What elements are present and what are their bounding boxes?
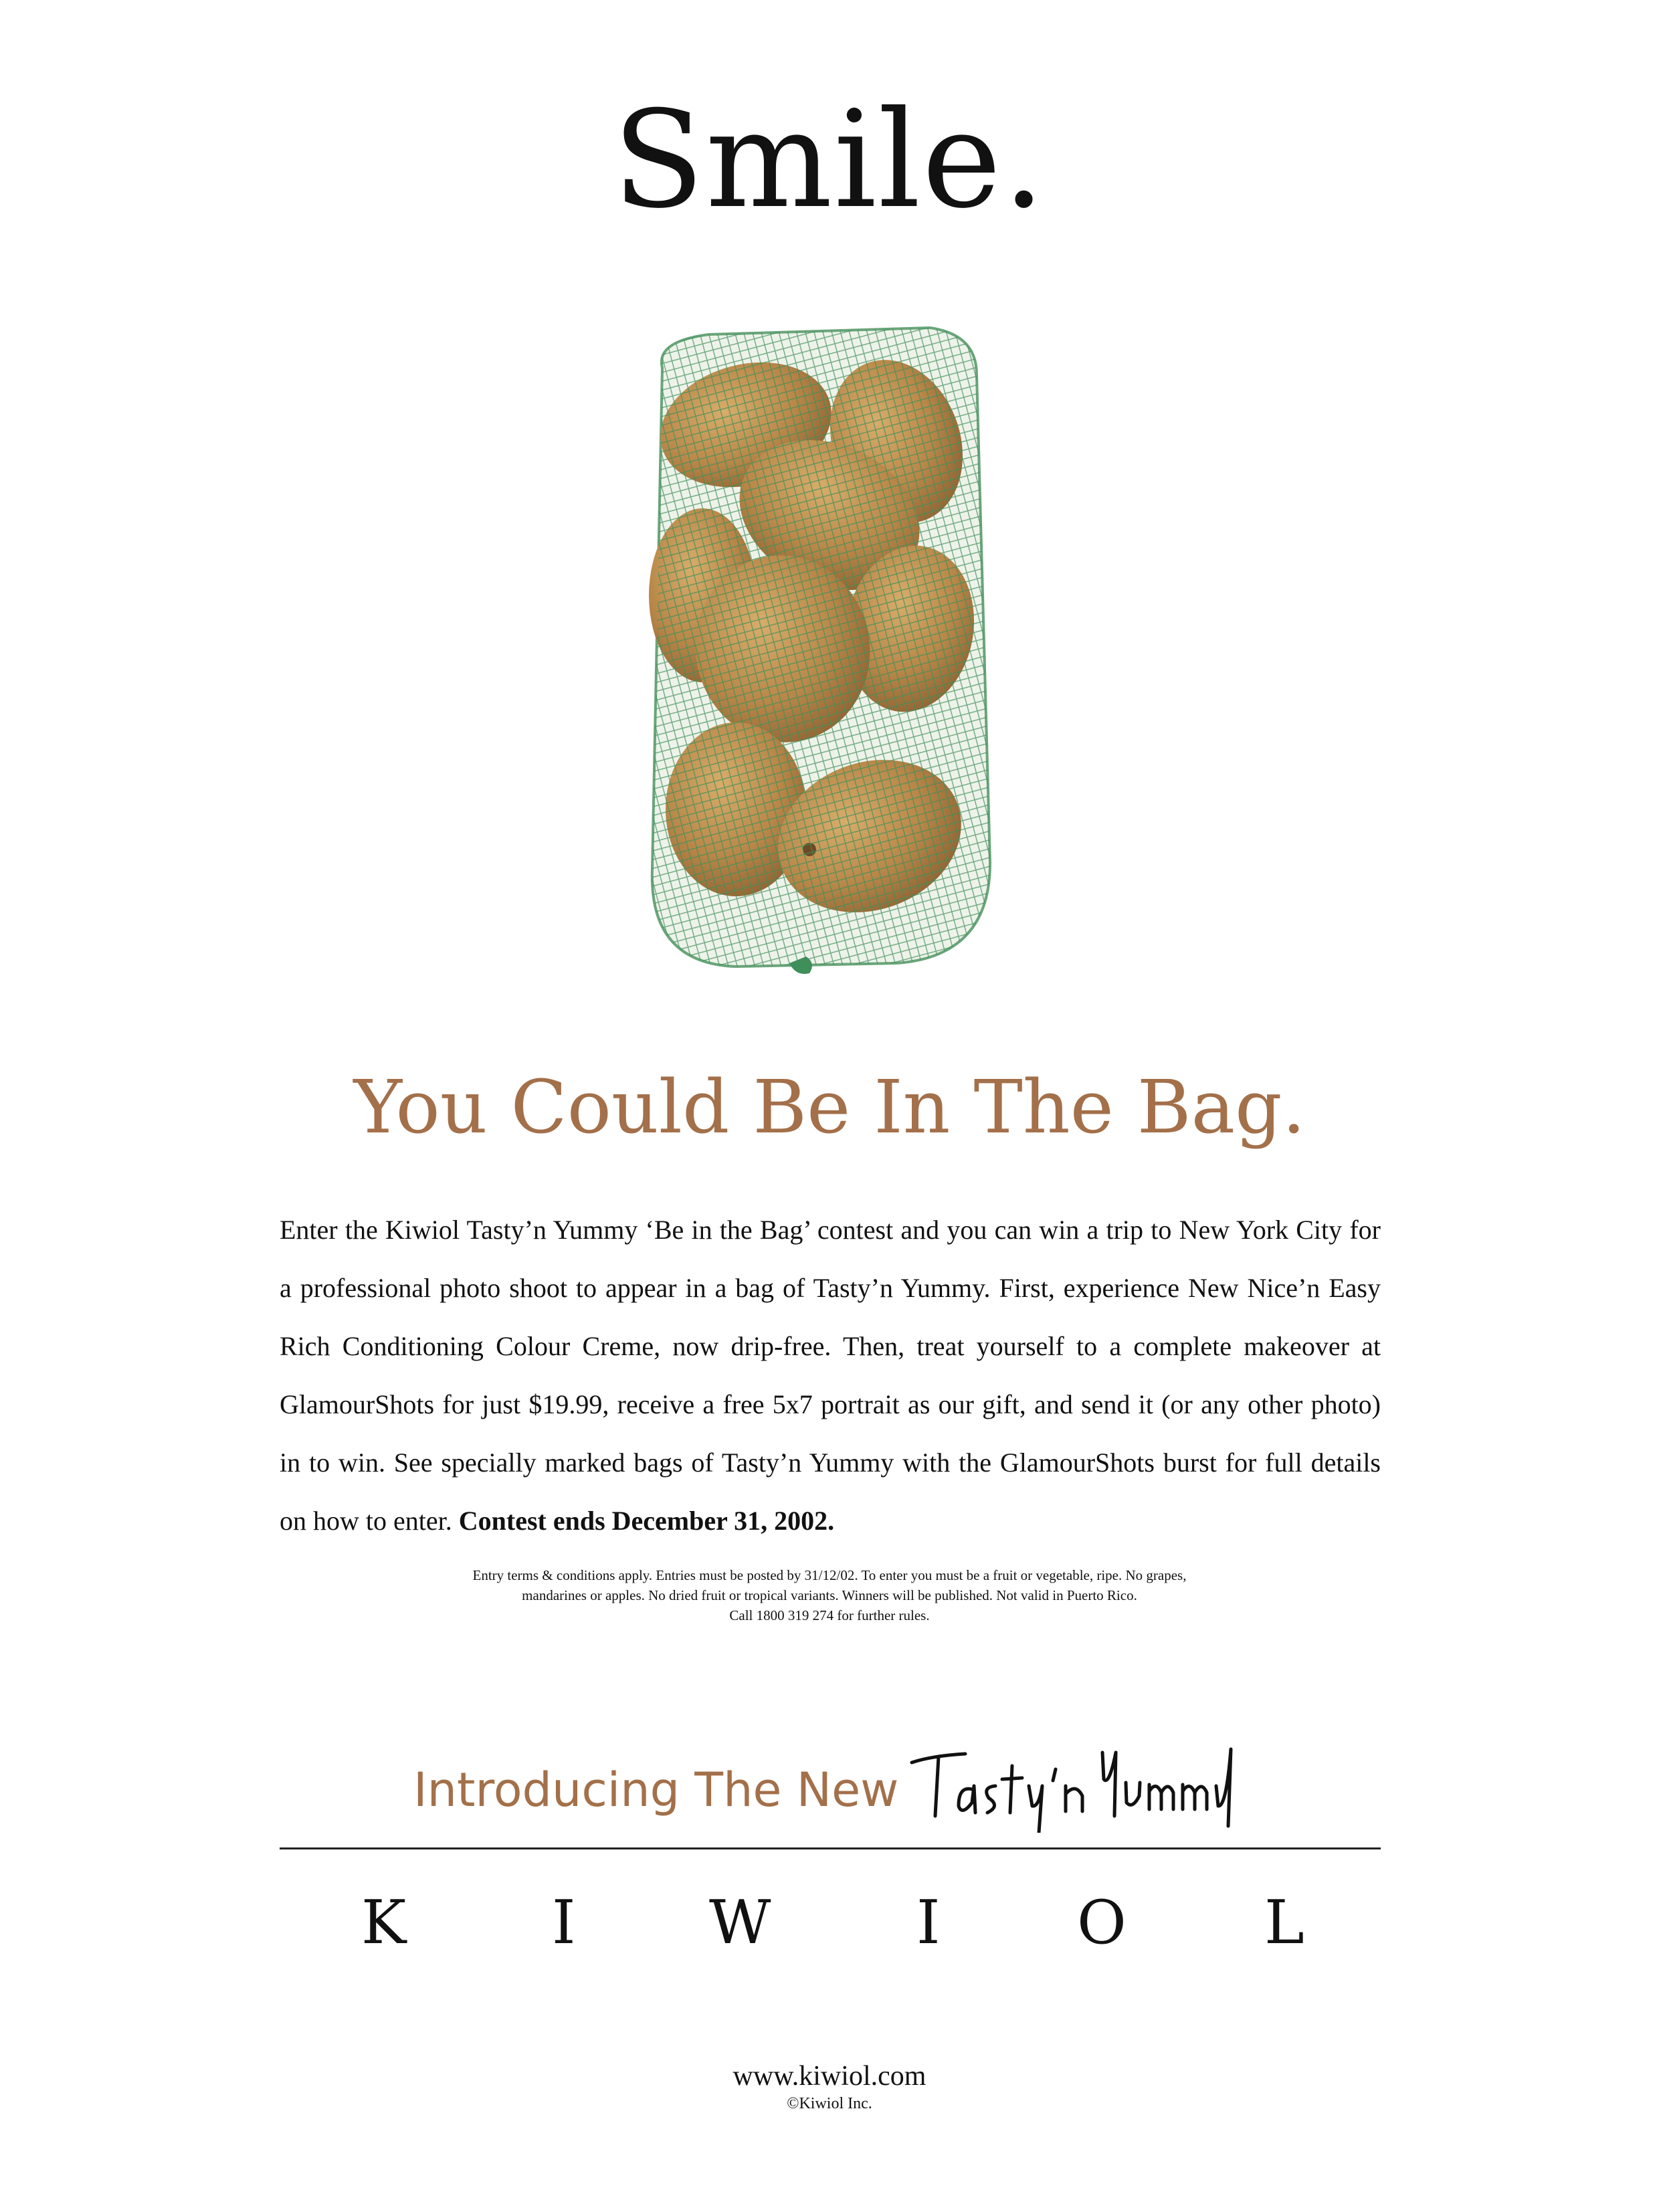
wordmark-letter: L: [1264, 1888, 1304, 1958]
contest-end-date: Contest ends December 31, 2002.: [458, 1506, 835, 1536]
intro-text: Introducing The New: [413, 1763, 899, 1817]
body-copy: [280, 1201, 1381, 1550]
product-name-script-logo: [902, 1732, 1250, 1833]
headline: Smile.: [612, 82, 1047, 238]
wordmark-letter: O: [1077, 1888, 1127, 1958]
wordmark-letter: K: [361, 1888, 407, 1958]
wordmark-letter: I: [552, 1888, 576, 1958]
fine-print-line: Call 1800 319 274 for further rules.: [729, 1607, 930, 1623]
fine-print-line: mandarines or apples. No dried fruit or tropical variants. Winners will be published. Not valid in Puerto Rico.: [522, 1587, 1137, 1603]
divider-rule: [280, 1847, 1381, 1849]
fine-print-line: Entry terms & conditions apply. Entries must be posted by 31/12/02. To enter you must be a fruit or vegetable, ripe. No grapes,: [472, 1567, 1187, 1583]
wordmark-letter: W: [709, 1888, 771, 1958]
subhead: You Could Be In The Bag.: [353, 1064, 1306, 1150]
fine-print: [375, 1565, 1284, 1625]
website-link[interactable]: www.kiwiol.com: [733, 2061, 926, 2092]
kiwi-bag-image: [615, 314, 1017, 983]
wordmark-letter: I: [916, 1888, 941, 1958]
brand-wordmark: [361, 1888, 1304, 1960]
copyright: ©Kiwiol Inc.: [787, 2095, 872, 2112]
body-text: Enter the Kiwiol Tasty’n Yummy ‘Be in the Bag’ contest and you can win a trip to New York City for a professional photo shoot to appear in a bag of Tasty’n Yummy. First, experience New Nice’n Easy Rich Conditioning Colour Creme, now drip-free. Then, treat yourself to a complete makeover at GlamourShots for just $19.99, receive a free 5x7 portrait as our gift, and send it (or any other photo) in to win. See specially marked bags of Tasty’n Yummy with the GlamourShots burst for full details on how to enter.: [280, 1215, 1381, 1536]
intro-line: [280, 1732, 1381, 1839]
